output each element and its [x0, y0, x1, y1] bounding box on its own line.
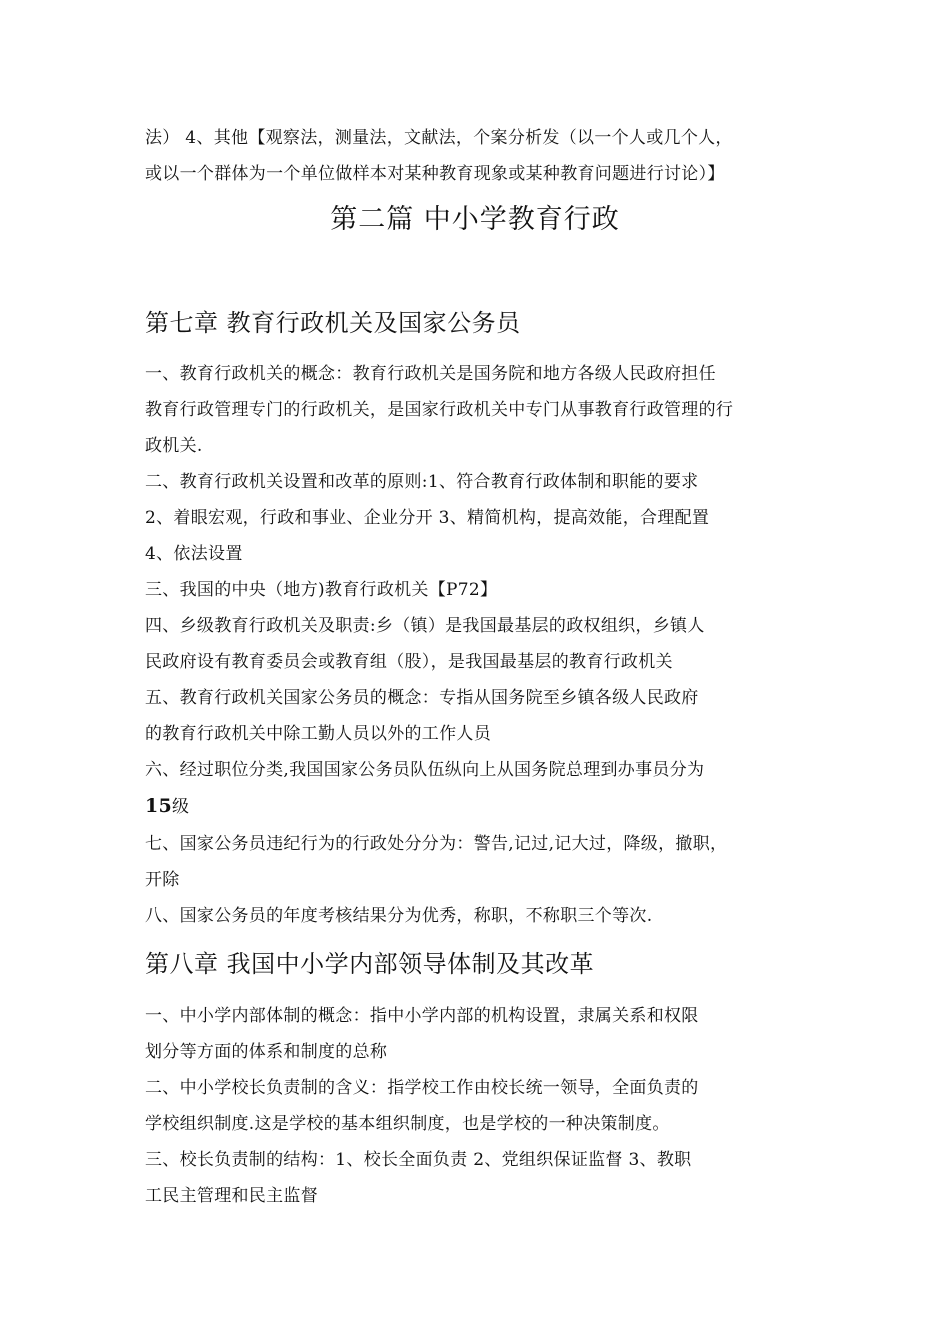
- ch7-p1-line-2: 教育行政管理专门的行政机关，是国家行政机关中专门从事教育行政管理的行: [145, 400, 734, 420]
- ch7-p2-line-2: 2、着眼宏观，行政和事业、企业分开 3、精简机构，提高效能，合理配置: [145, 508, 710, 528]
- ch7-p8: 八、国家公务员的年度考核结果分为优秀，称职，不称职三个等次.: [145, 906, 653, 926]
- ch8-p2-line-1: 二、中小学校长负责制的含义：指学校工作由校长统一领导，全面负责的: [145, 1078, 699, 1098]
- ch7-p2-line-1: 二、教育行政机关设置和改革的原则:1、符合教育行政体制和职能的要求: [145, 472, 699, 492]
- intro-line-2: 或以一个群体为一个单位做样本对某种教育现象或某种教育问题进行讨论）】: [145, 164, 725, 184]
- chapter-7-title: 第七章 教育行政机关及国家公务员: [145, 309, 521, 337]
- ch8-p2-line-2: 学校组织制度.这是学校的基本组织制度，也是学校的一种决策制度。: [145, 1114, 670, 1134]
- ch7-p6-line-2: [145, 794, 189, 819]
- ch7-p2-line-3: 4、依法设置: [145, 544, 243, 564]
- ch7-p1-line-1: 一、教育行政机关的概念：教育行政机关是国务院和地方各级人民政府担任: [145, 364, 716, 384]
- ch8-p1-line-1: 一、中小学内部体制的概念：指中小学内部的机构设置，隶属关系和权限: [145, 1006, 699, 1026]
- ch7-p7-line-1: 七、国家公务员违纪行为的行政处分分为：警告,记过,记大过，降级，撤职，: [145, 834, 728, 854]
- ch7-p1-line-3: 政机关.: [145, 436, 203, 456]
- level-count: 15: [145, 795, 173, 817]
- ch8-p3-line-2: 工民主管理和民主监督: [145, 1186, 318, 1206]
- chapter-8-title: 第八章 我国中小学内部领导体制及其改革: [145, 950, 595, 978]
- intro-line-1: 法） 4、其他【观察法，测量法，文献法，个案分析发（以一个人或几个人，: [145, 128, 733, 148]
- ch7-p5-line-2: 的教育行政机关中除工勤人员以外的工作人员: [145, 724, 491, 744]
- part-title: 第二篇 中小学教育行政: [330, 204, 620, 235]
- ch7-p5-line-1: 五、教育行政机关国家公务员的概念：专指从国务院至乡镇各级人民政府: [145, 688, 699, 708]
- ch8-p1-line-2: 划分等方面的体系和制度的总称: [145, 1042, 388, 1062]
- ch7-p3: 三、我国的中央（地方)教育行政机关【P72】: [145, 580, 498, 600]
- level-suffix: 级: [172, 797, 190, 817]
- ch8-p3-line-1: 三、校长负责制的结构：1、校长全面负责 2、党组织保证监督 3、教职: [145, 1150, 692, 1170]
- ch7-p4-line-1: 四、乡级教育行政机关及职责:乡（镇）是我国最基层的政权组织，乡镇人: [145, 616, 705, 636]
- ch7-p7-line-2: 开除: [145, 870, 180, 890]
- ch7-p4-line-2: 民政府设有教育委员会或教育组（股），是我国最基层的教育行政机关: [145, 652, 673, 672]
- ch7-p6-line-1: 六、经过职位分类,我国国家公务员队伍纵向上从国务院总理到办事员分为: [145, 760, 705, 780]
